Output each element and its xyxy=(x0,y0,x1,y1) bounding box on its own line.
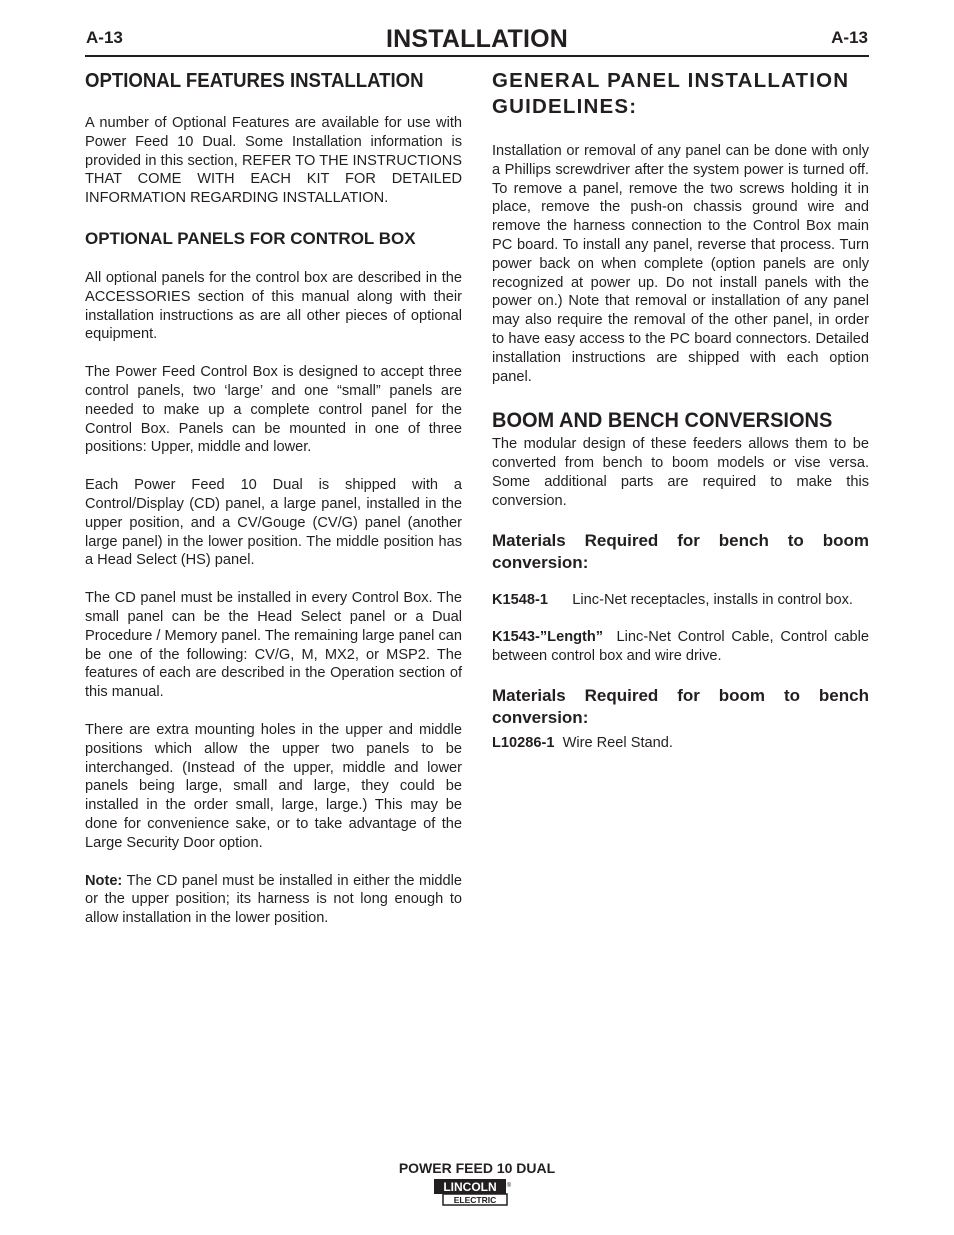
panels-paragraph-2: The Power Feed Control Box is designed to accept three control panels, two ‘large’ and one “small” panels are needed to make up a complete control panel for the Control Box. Panels can be mounted in one of three positions: Upper, middle and lower. xyxy=(85,364,462,456)
footer-product-name: POWER FEED 10 DUAL xyxy=(398,1160,556,1176)
header-rule xyxy=(85,55,869,57)
logo-top-text: LINCOLN xyxy=(443,1180,497,1194)
bench-to-boom-heading: Materials Required for bench to boom conversion: xyxy=(492,530,869,572)
lincoln-electric-logo xyxy=(433,1178,513,1207)
general-guidelines-heading: GENERAL PANEL INSTALLATION GUIDELINES: xyxy=(492,69,850,118)
intro-paragraph: A number of Optional Features are available for use with Power Feed 10 Dual. Some Installation information is provided in this section, REFER TO THE INSTRUCTIONS THAT COME WITH EACH KIT FOR DETAILED INFORMATION REGARDING INSTALLATION. xyxy=(85,115,462,207)
right-column xyxy=(492,68,874,753)
k1548-description: Linc-Net receptacles, installs in control box. xyxy=(547,591,853,608)
k1548-item xyxy=(492,591,869,610)
page-title: INSTALLATION xyxy=(385,25,568,53)
left-column xyxy=(85,68,462,928)
k1548-part-number: K1548-1 xyxy=(492,591,548,608)
optional-features-heading: OPTIONAL FEATURES INSTALLATION xyxy=(85,70,424,92)
panels-paragraph-3: Each Power Feed 10 Dual is shipped with a Control/Display (CD) panel, a large panel, installed in the upper position, and a CV/Gouge (CV/G) panel (another large panel) in the lower position. The middle position has a Head Select (HS) panel. xyxy=(85,477,462,569)
k1543-item xyxy=(492,628,874,666)
note-text: The CD panel must be installed in either the middle or the upper position; its harness is not long enough to allow installation in the lower position. xyxy=(85,872,462,927)
k1543-part-number: K1543-”Length” xyxy=(492,629,604,646)
l10286-item xyxy=(492,734,869,753)
boom-bench-paragraph: The modular design of these feeders allows them to be converted from bench to boom models or vise versa. Some additional parts are required to make this conversion. xyxy=(492,436,869,509)
boom-to-bench-heading: Materials Required for boom to bench conversion: xyxy=(492,685,869,727)
k1543-description: Linc-Net Control Cable, Control cable between control box and wire drive. xyxy=(492,629,874,665)
optional-panels-heading: OPTIONAL PANELS FOR CONTROL BOX xyxy=(85,228,416,248)
panels-paragraph-1: All optional panels for the control box are described in the ACCESSORIES section of this manual along with their installation instructions as are all other pieces of optional equipment. xyxy=(85,269,462,343)
logo-registered-mark: ® xyxy=(506,1183,512,1189)
l10286-part-number: L10286-1 xyxy=(492,734,555,751)
note-label: Note: xyxy=(85,872,123,889)
panels-paragraph-4: The CD panel must be installed in every Control Box. The small panel can be the Head Select panel or a Dual Procedure / Memory panel. The remaining large panel can be one of the following: CV/G, M, MX2, or MSP2. The features of each are described in the Operation section of this manual. xyxy=(85,590,462,701)
general-guidelines-paragraph: Installation or removal of any panel can be done with only a Phillips screwdriver after the system power is turned off. To remove a panel, remove the two screws holding it in place, remove the push-on chassis ground wire and remove the harness connection to the Control Box main PC board. To install any panel, reverse that process. Turn power back on when complete (option panels are only recognized at power up. Do not install panels with the power on.) Note that removal or installation of any panel may also require the removal of the other panel, in order to have easy access to the PC board connectors. Detailed installation instructions are shipped with each option panel. xyxy=(492,143,869,385)
l10286-description: Wire Reel Stand. xyxy=(554,734,673,751)
panels-paragraph-5: There are extra mounting holes in the upper and middle positions which allow the upper two panels to be interchanged. (Instead of the upper, middle and lower panels being large, small and large, they could be installed in the order small, large, large.) This may be done for convenience sake, or to take advantage of the Large Security Door option. xyxy=(85,721,462,851)
logo-bottom-text: ELECTRIC xyxy=(453,1195,497,1205)
page-number-right: A-13 xyxy=(831,28,868,47)
boom-bench-heading: BOOM AND BENCH CONVERSIONS xyxy=(492,408,833,433)
page-number-left: A-13 xyxy=(86,28,123,47)
note-paragraph xyxy=(85,872,462,928)
